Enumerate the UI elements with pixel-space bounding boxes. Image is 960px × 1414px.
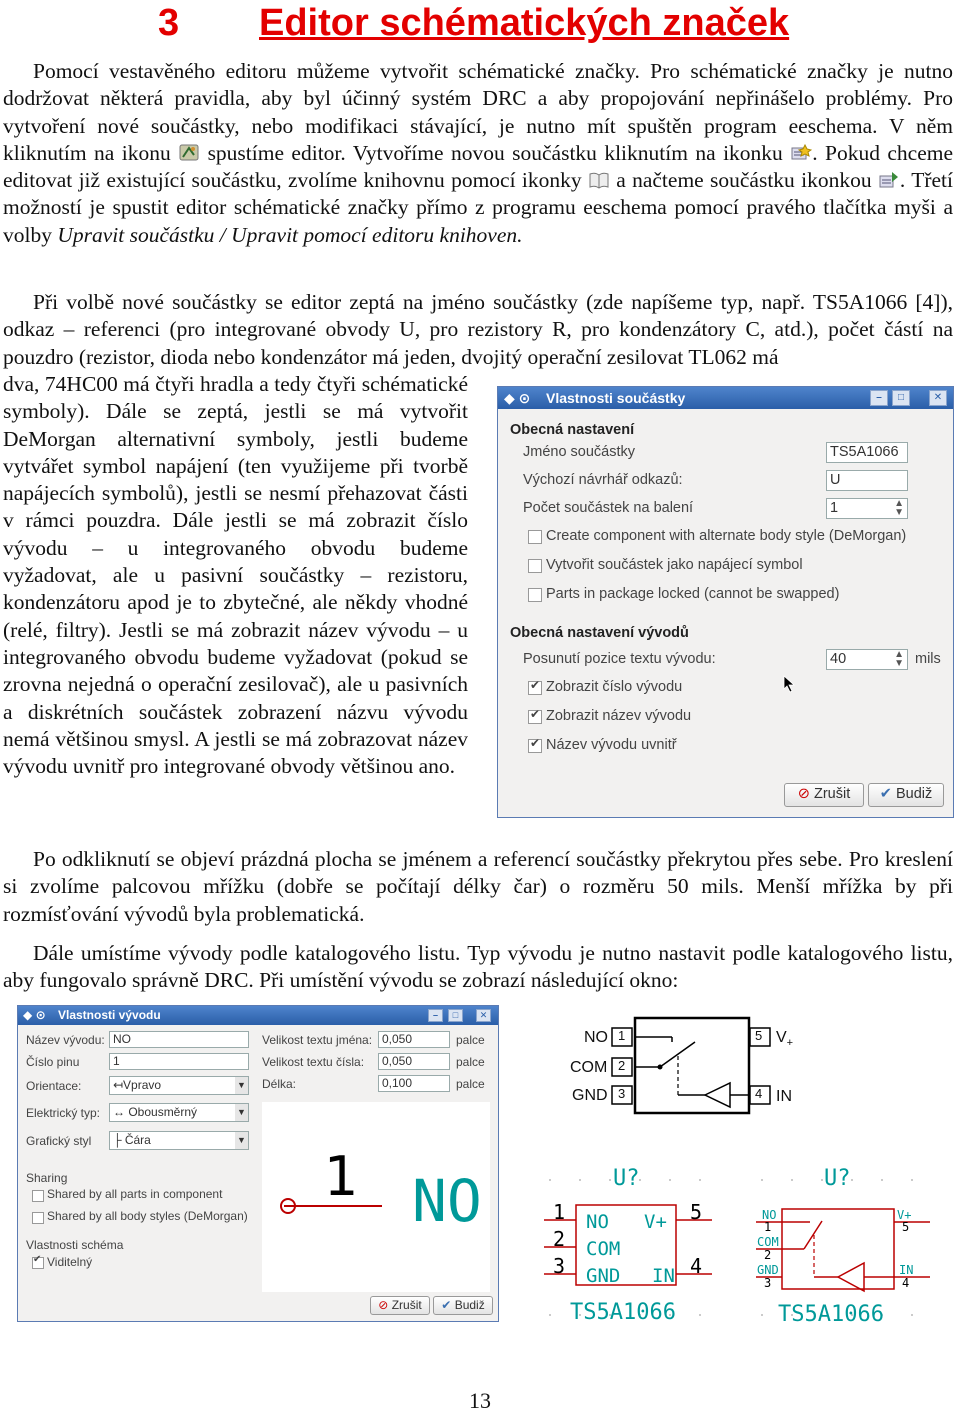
show-pin-number-label: Zobrazit číslo vývodu bbox=[546, 679, 683, 695]
parts-count-value: 1 bbox=[830, 500, 839, 516]
p1-text-b: spustíme editor. Vytvoříme novou součástku kliknutím na ikonku bbox=[207, 140, 783, 165]
pin-number: 3 bbox=[553, 1254, 566, 1278]
chevron-down-icon[interactable]: ▼ bbox=[235, 1104, 248, 1121]
pin-number-label: Číslo pinu bbox=[26, 1055, 80, 1069]
symbol-b-ref: U? bbox=[824, 1166, 851, 1191]
ic-pinout-diagram bbox=[560, 1012, 810, 1127]
electrical-type-select[interactable] bbox=[109, 1103, 249, 1122]
schematic-symbol-b bbox=[752, 1165, 937, 1335]
check-mark-icon: ✔ bbox=[530, 736, 541, 750]
name-text-size-label: Velikost textu jména: bbox=[262, 1033, 373, 1047]
name-text-size-input[interactable]: 0,050 bbox=[378, 1031, 450, 1048]
pin-name-vplus bbox=[776, 1029, 793, 1049]
number-text-size-input[interactable]: 0,050 bbox=[378, 1053, 450, 1070]
pin-name: IN bbox=[899, 1263, 914, 1277]
show-pin-number-checkbox[interactable] bbox=[528, 678, 542, 695]
pin-name-label: Název vývodu: bbox=[26, 1033, 105, 1047]
paragraph-intro bbox=[3, 58, 953, 249]
ok-button[interactable] bbox=[868, 783, 944, 807]
page-number: 13 bbox=[469, 1388, 491, 1413]
pin-name: IN bbox=[652, 1265, 675, 1287]
cancel-icon: ⊘ bbox=[378, 1298, 389, 1312]
share-parts-label: Shared by all parts in component bbox=[47, 1187, 223, 1201]
pin-name: GND bbox=[586, 1265, 621, 1287]
length-unit: palce bbox=[456, 1077, 485, 1091]
orientation-value: ↤Vpravo bbox=[113, 1078, 162, 1092]
ok-check-icon: ✔ bbox=[879, 786, 892, 802]
pin-name-plus: + bbox=[786, 1037, 794, 1050]
paragraph-pins bbox=[3, 940, 953, 995]
chapter-number: 3 bbox=[158, 2, 180, 44]
paragraph-blank-canvas bbox=[3, 846, 953, 928]
pin-number: 4 bbox=[755, 1086, 763, 1101]
name-input[interactable]: TS5A1066 bbox=[826, 442, 908, 463]
pin-number: 2 bbox=[764, 1248, 772, 1262]
minimize-button[interactable]: – bbox=[870, 390, 888, 406]
pin-text-offset-label: Posunutí pozice textu vývodu: bbox=[523, 651, 716, 667]
pin-number: 5 bbox=[690, 1200, 703, 1224]
dialog-titlebar bbox=[18, 1006, 498, 1025]
pin-number: 1 bbox=[764, 1220, 772, 1234]
number-text-size-unit: palce bbox=[456, 1055, 485, 1069]
orientation-select[interactable] bbox=[109, 1076, 249, 1095]
p1-text-e: . Třetí možností je spustit editor schématické značky přímo z programu eeschema pomocí pravého tlačítka myši a volby bbox=[3, 168, 953, 247]
maximize-button[interactable]: □ bbox=[448, 1009, 463, 1022]
pin-properties-dialog bbox=[17, 1005, 499, 1322]
cancel-button[interactable] bbox=[370, 1296, 430, 1315]
cancel-button[interactable] bbox=[784, 783, 864, 807]
pin-name-input[interactable]: NO bbox=[109, 1031, 249, 1048]
maximize-button[interactable]: □ bbox=[892, 390, 910, 406]
chevron-down-icon[interactable]: ▼ bbox=[235, 1132, 248, 1149]
pin-number: 3 bbox=[618, 1086, 626, 1101]
paragraph-new-component bbox=[3, 289, 953, 371]
parts-locked-label: Parts in package locked (cannot be swapped) bbox=[546, 586, 840, 602]
name-text-size-unit: palce bbox=[456, 1033, 485, 1047]
reference-label: Výchozí návrhář odkazů: bbox=[523, 472, 683, 488]
pin-number-input[interactable]: 1 bbox=[109, 1053, 249, 1070]
section-general: Obecná nastavení bbox=[510, 422, 635, 438]
pin-name: COM bbox=[586, 1238, 621, 1260]
cancel-label: Zrušit bbox=[391, 1298, 422, 1312]
select-library-icon bbox=[588, 170, 610, 190]
sharing-section: Sharing bbox=[26, 1171, 68, 1185]
pin-number: 4 bbox=[902, 1276, 910, 1290]
pin-name: NO bbox=[762, 1208, 777, 1222]
pin-preview-canvas bbox=[262, 1102, 490, 1292]
window-menu-icon[interactable]: ◆ ⊙ bbox=[23, 1008, 46, 1022]
ok-check-icon: ✔ bbox=[441, 1298, 452, 1312]
pin-number: 4 bbox=[690, 1254, 703, 1278]
p3-text: Po odkliknutí se objeví prázdná plocha se jménem a referencí součástky překrytou přes sebe. Pro kreslení si zvolíme palcovou mřížku (dobře se počítají délky čar) o rozměru 50 mils. Menší mřížka by při rozmísťování vývodů byla problematická. bbox=[3, 847, 953, 926]
p2-text-side: dva, 74HC00 má čtyři hradla a tedy čtyři schématické symboly). Dále se zeptá, jestli se má vytvořit DeMorgan alternativní symboly, jestli budeme vytvářet symbol napájení (ten využijeme při tvorbě napájecích symbolů), jestli se nesmí přehazovat části v rámci pouzdra. Dále jestli se má zobrazit číslo vývodu – u integrovaného obvodu budeme vyžadovat, ale u pasivní součástky – rezistoru, kondenzátoru apod je to zbytečné, ale někdy vhodné (relé, filtry). Jestli se má zobrazit název vývodu – u integrovaného obvodu budeme vyžadovat (pokud se zrovna nejedná o operační zesilovač), ale u pasivních a diskrétních součástek zobrazení názvu vývodu nemá většinou smysl. A jestli se má zobrazovat název vývodu uvnitř pro integrované obvody většinou ano. bbox=[3, 372, 468, 779]
dialog-title: Vlastnosti součástky bbox=[546, 390, 686, 406]
ok-label: Budiž bbox=[454, 1298, 485, 1312]
parts-count-spinner[interactable] bbox=[826, 498, 908, 519]
ok-label: Budiž bbox=[895, 786, 933, 802]
ok-button[interactable] bbox=[433, 1296, 493, 1315]
orientation-label: Orientace: bbox=[26, 1079, 82, 1093]
pin-name-com: COM bbox=[570, 1059, 608, 1076]
pin-text-offset-spinner[interactable] bbox=[826, 649, 908, 670]
graphic-style-select[interactable] bbox=[109, 1131, 249, 1150]
parts-count-label: Počet součástek na balení bbox=[523, 500, 694, 516]
dialog-title: Vlastnosti vývodu bbox=[58, 1008, 161, 1022]
electrical-type-value: ↔ Obousměrný bbox=[113, 1105, 198, 1119]
pin-name: V+ bbox=[644, 1211, 667, 1233]
schematic-symbol-a bbox=[540, 1165, 720, 1335]
pin-name-v: V bbox=[776, 1029, 787, 1046]
pin-name: GND bbox=[757, 1263, 779, 1277]
pin-text-offset-unit: mils bbox=[915, 651, 941, 667]
power-symbol-label: Vytvořit součástek jako napájecí symbol bbox=[546, 557, 803, 573]
preview-pin-number: 1 bbox=[324, 1145, 359, 1208]
pin-name-in: IN bbox=[776, 1088, 792, 1105]
visible-checkbox[interactable] bbox=[32, 1254, 44, 1269]
symbol-a-value: TS5A1066 bbox=[570, 1300, 676, 1325]
dialog-titlebar bbox=[498, 387, 953, 409]
cancel-label: Zrušit bbox=[813, 786, 851, 802]
length-input[interactable]: 0,100 bbox=[378, 1075, 450, 1092]
pin-name-no: NO bbox=[584, 1029, 608, 1046]
p4-text: Dále umístíme vývody podle katalogového listu. Typ vývodu je nutno nastavit podle katalogového listu, aby fungovalo správně DRC. Při umístění vývodu se zobrazí následující okno: bbox=[3, 941, 953, 993]
minimize-button[interactable]: – bbox=[428, 1009, 443, 1022]
show-pin-name-checkbox[interactable] bbox=[528, 707, 542, 724]
library-editor-icon bbox=[178, 143, 200, 163]
chevron-down-icon[interactable]: ▼ bbox=[235, 1077, 248, 1094]
pin-name: COM bbox=[757, 1235, 779, 1249]
schematic-props-section: Vlastnosti schéma bbox=[26, 1238, 124, 1252]
close-button[interactable]: ✕ bbox=[929, 390, 947, 406]
component-properties-dialog bbox=[497, 386, 954, 818]
p2-text-top: Při volbě nové součástky se editor zeptá na jméno součástky (zde napíšeme typ, např. TS5A1066 [4]), odkaz – referenci (pro integrované obvody U, pro rezistory R, pro kondenzátory C, atd.), počet částí na pouzdro (rezistor, dioda nebo kondenzátor má jeden, dvojitý operační zesilovat TL062 má bbox=[3, 290, 953, 369]
power-symbol-checkbox[interactable] bbox=[528, 559, 542, 573]
electrical-type-label: Elektrický typ: bbox=[26, 1106, 101, 1120]
window-menu-icon[interactable]: ◆ ⊙ bbox=[504, 390, 531, 406]
reference-input[interactable]: U bbox=[826, 470, 908, 491]
paragraph-new-component-continued bbox=[3, 371, 468, 780]
load-component-icon bbox=[878, 170, 900, 190]
spinner-arrows-icon[interactable]: ▲ ▼ bbox=[894, 649, 904, 669]
visible-label: Viditelný bbox=[47, 1255, 93, 1269]
pin-number: 5 bbox=[902, 1220, 910, 1234]
pin-number: 5 bbox=[755, 1028, 763, 1043]
pin-name-inside-label: Název vývodu uvnitř bbox=[546, 737, 677, 753]
mouse-cursor-icon bbox=[783, 675, 797, 693]
pin-name: NO bbox=[586, 1211, 609, 1233]
check-mark-icon: ✔ bbox=[33, 1254, 42, 1265]
p1-text-a: Pomocí vestavěného editoru můžeme vytvořit schématické značky. Pro schématické značky je nutno dodržovat některá pravidla, aby byl účinný systém DRC a aby propojování nepřinášelo problémy. Pro vytvoření nové součástky, nebo modifikaci stávající, je nutno mít spuštěn program eeschema. V něm kliknutím na ikonu bbox=[3, 59, 953, 165]
graphic-style-label: Grafický styl bbox=[26, 1134, 92, 1148]
preview-pin-name: NO bbox=[412, 1167, 482, 1235]
symbol-a-ref: U? bbox=[613, 1166, 640, 1191]
share-styles-checkbox[interactable] bbox=[32, 1212, 44, 1224]
check-mark-icon: ✔ bbox=[530, 707, 541, 721]
share-styles-label: Shared by all body styles (DeMorgan) bbox=[47, 1209, 248, 1223]
pin-number: 1 bbox=[618, 1028, 626, 1043]
pin-number: 1 bbox=[553, 1200, 566, 1224]
pin-name-inside-checkbox[interactable] bbox=[528, 736, 542, 753]
pin-number: 3 bbox=[764, 1276, 772, 1290]
p1-menu-path: Upravit součástku / Upravit pomocí editoru knihoven. bbox=[57, 222, 523, 247]
pin-number: 2 bbox=[553, 1227, 566, 1251]
pin-text-offset-value: 40 bbox=[830, 651, 847, 667]
symbol-b-value: TS5A1066 bbox=[778, 1302, 884, 1327]
graphic-style-value: ├ Čára bbox=[113, 1133, 151, 1147]
pin-name-gnd: GND bbox=[572, 1087, 608, 1104]
p1-text-d: a načteme součástku ikonkou bbox=[616, 168, 872, 193]
cancel-icon: ⊘ bbox=[797, 786, 810, 802]
close-button[interactable]: ✕ bbox=[476, 1009, 491, 1022]
chapter-title: Editor schématických značek bbox=[259, 2, 790, 44]
parts-locked-checkbox[interactable] bbox=[528, 588, 542, 602]
section-pins: Obecná nastavení vývodů bbox=[510, 625, 689, 641]
new-component-icon bbox=[790, 143, 812, 163]
p1-text-c: . Pokud chceme editovat již existující součástku, zvolíme knihovnu pomocí ikonky bbox=[3, 140, 954, 193]
share-parts-checkbox[interactable] bbox=[32, 1190, 44, 1202]
pin-number: 2 bbox=[618, 1058, 626, 1073]
name-label: Jméno součástky bbox=[523, 444, 636, 460]
demorgan-label: Create component with alternate body style (DeMorgan) bbox=[546, 528, 907, 544]
number-text-size-label: Velikost textu čísla: bbox=[262, 1055, 365, 1069]
pin-name: V+ bbox=[897, 1208, 912, 1222]
spinner-arrows-icon[interactable]: ▲ ▼ bbox=[894, 498, 904, 518]
demorgan-checkbox[interactable] bbox=[528, 530, 542, 544]
length-label: Délka: bbox=[262, 1077, 297, 1091]
show-pin-name-label: Zobrazit název vývodu bbox=[546, 708, 692, 724]
check-mark-icon: ✔ bbox=[530, 678, 541, 692]
